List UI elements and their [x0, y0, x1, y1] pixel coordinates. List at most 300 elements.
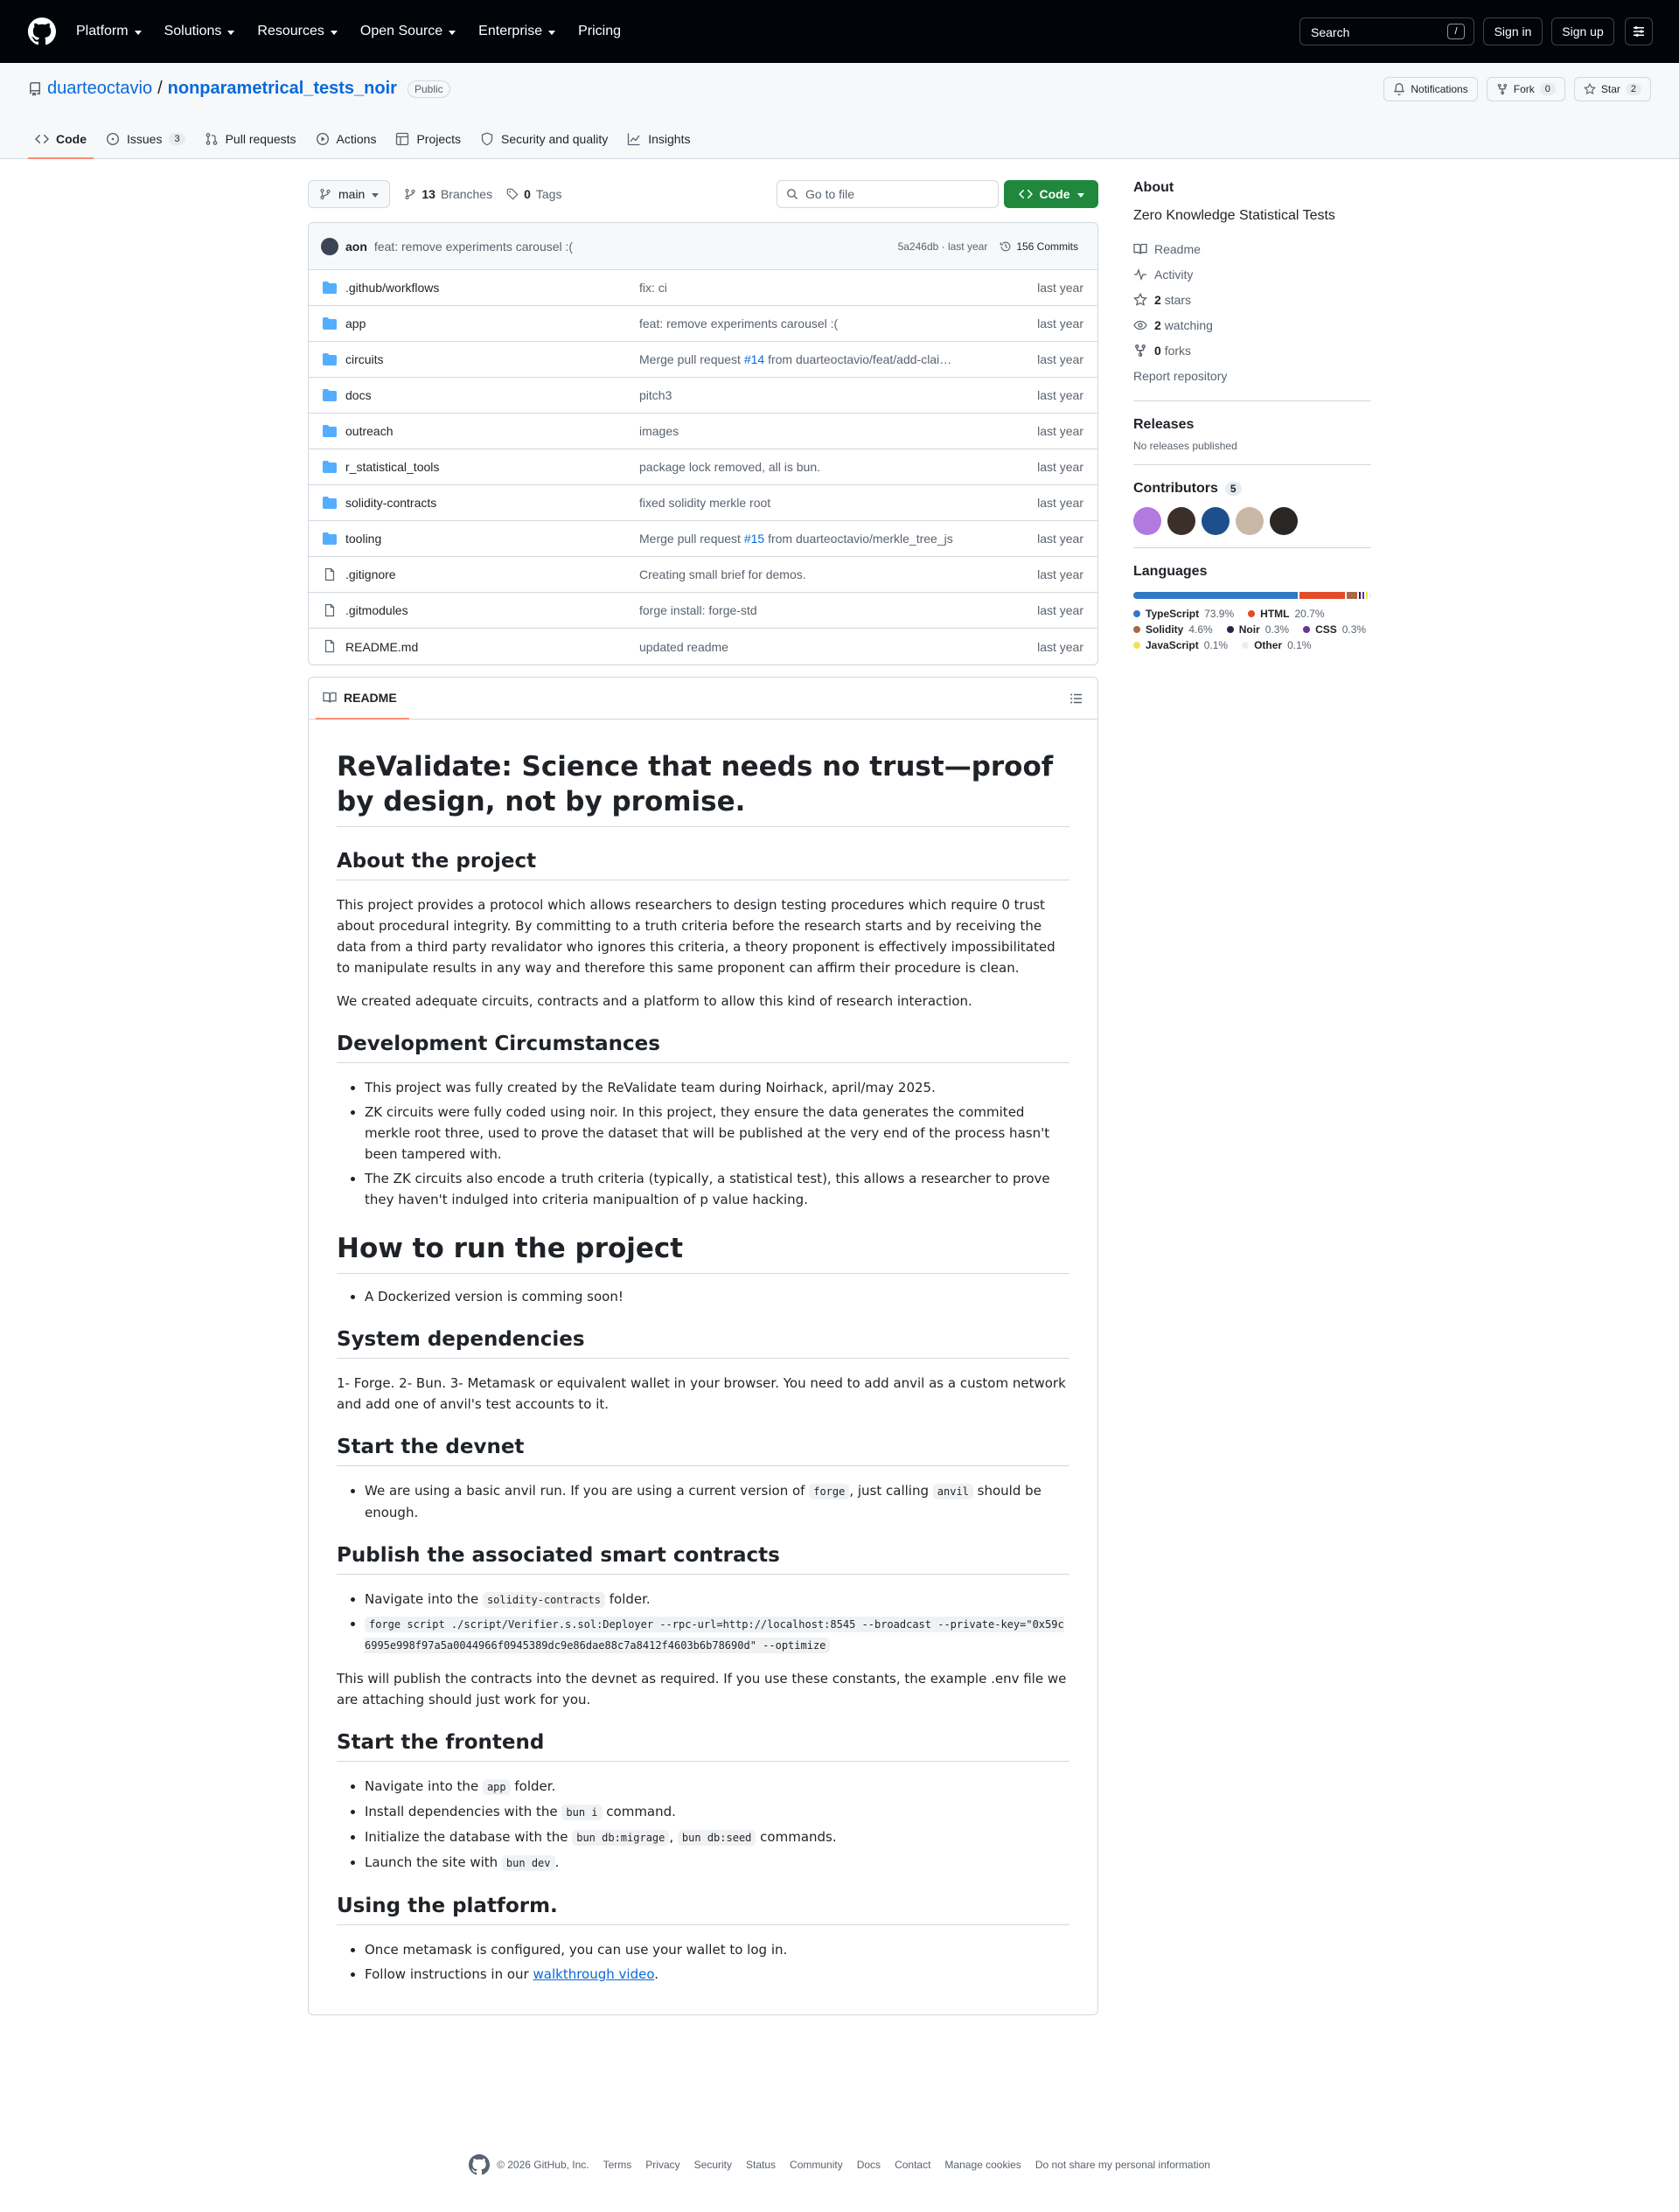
nav-label: Resources — [257, 24, 324, 38]
tab-projects[interactable] — [388, 119, 468, 159]
global-header — [0, 0, 1679, 63]
text: Install dependencies with the — [365, 1804, 562, 1819]
repo-title — [28, 79, 450, 99]
chevron-down-icon — [372, 193, 379, 198]
file-name-link[interactable]: README.md — [345, 639, 419, 654]
file-commit-time: last year — [1037, 639, 1083, 654]
pr-link[interactable]: #14 — [743, 352, 765, 366]
tab-label: Insights — [648, 132, 691, 146]
nav-label: Enterprise — [478, 24, 543, 38]
text: Launch the site with — [365, 1854, 502, 1870]
text: from duarteoctavio/merkle_tree_js — [764, 532, 953, 546]
footer-link-manage-cookies[interactable]: Manage cookies — [944, 2159, 1021, 2171]
heading-devnet: Start the devnet — [337, 1434, 1069, 1466]
language-item[interactable] — [1133, 608, 1234, 620]
heading-using: Using the platform. — [337, 1893, 1069, 1925]
heading-frontend: Start the frontend — [337, 1729, 1069, 1762]
language-bar-segment — [1362, 592, 1364, 599]
folder-icon — [323, 281, 337, 295]
text: , — [669, 1829, 678, 1845]
branches-label: Branches — [440, 187, 493, 201]
nav-solutions[interactable] — [164, 24, 235, 39]
list-item — [365, 1614, 1069, 1656]
nav-label: Open Source — [359, 24, 443, 38]
search-shortcut: / — [1447, 24, 1465, 39]
top-nav — [76, 0, 621, 63]
file-row[interactable] — [309, 414, 1097, 449]
stars-count: 2 — [1154, 292, 1161, 307]
file-name-link[interactable]: circuits — [345, 352, 384, 366]
file-commit-message[interactable] — [639, 281, 980, 295]
text: from duarteoctavio/feat/add-clai… — [764, 352, 952, 366]
repo-name-link[interactable]: nonparametrical_tests_noir — [167, 79, 397, 98]
tab-code[interactable] — [28, 119, 94, 159]
folder-icon — [323, 460, 337, 474]
chevron-down-icon — [449, 31, 456, 35]
code-button-label: Code — [1039, 187, 1070, 201]
tab-issues[interactable] — [99, 119, 192, 159]
nav-platform[interactable] — [76, 24, 142, 39]
heading-run: How to run the project — [337, 1231, 1069, 1274]
language-item[interactable] — [1303, 623, 1366, 636]
commit-message[interactable]: feat: remove experiments carousel :( — [373, 239, 574, 254]
fork-label: Fork — [1513, 83, 1535, 95]
watching-link[interactable] — [1133, 312, 1371, 337]
file-name-link[interactable]: docs — [345, 388, 372, 402]
about-heading: About — [1133, 180, 1174, 195]
file-name-link[interactable]: .github/workflows — [345, 281, 440, 295]
avatar[interactable] — [1236, 507, 1264, 535]
file-row[interactable] — [309, 629, 1097, 664]
list-item — [365, 1964, 1069, 1985]
frontend-list — [337, 1776, 1069, 1874]
text: . — [554, 1854, 560, 1870]
folder-icon — [323, 532, 337, 546]
readme-tab-label: README — [344, 691, 397, 705]
file-row[interactable] — [309, 378, 1097, 414]
code-icon — [35, 132, 49, 146]
file-commit-time: last year — [1037, 424, 1083, 438]
language-item[interactable] — [1133, 639, 1228, 651]
avatar[interactable] — [321, 238, 338, 255]
footer-link-docs[interactable]: Docs — [856, 2159, 881, 2171]
text: fix: ci — [639, 281, 667, 295]
repo-icon — [28, 82, 42, 96]
inline-code: bun dev — [502, 1855, 555, 1871]
pull-request-icon — [205, 132, 219, 146]
star-button[interactable] — [1574, 77, 1651, 101]
repo-owner-link[interactable]: duarteoctavio — [47, 79, 153, 98]
file-row[interactable] — [309, 521, 1097, 557]
chevron-down-icon — [1077, 193, 1084, 198]
nav-open-source[interactable] — [360, 24, 456, 39]
using-list — [337, 1939, 1069, 1985]
text: forge install: forge-std — [639, 603, 757, 617]
nav-pricing[interactable] — [578, 24, 621, 39]
language-bar — [1133, 592, 1371, 599]
languages-heading: Languages — [1133, 564, 1208, 579]
language-name: JavaScript — [1146, 639, 1199, 651]
sign-in-button[interactable]: Sign in — [1483, 17, 1543, 45]
file-commit-time: last year — [1037, 567, 1083, 581]
list-item — [365, 1852, 1069, 1874]
tab-label: Issues — [127, 132, 163, 146]
text: pitch3 — [639, 388, 672, 402]
inline-code: forge script ./script/Verifier.s.sol:Deployer --rpc-url=http://localhost:8545 --broadcast --private-key="0x59c6995e998f97a5a0044966f0945389dc9e86dae88c7a8412f4603b6b78690d" --optimize — [365, 1618, 1064, 1652]
text: fixed solidity merkle root — [639, 496, 771, 510]
file-commit-message[interactable] — [639, 316, 980, 330]
commit-meta — [898, 240, 1078, 253]
star-icon — [1584, 83, 1596, 95]
file-row[interactable] — [309, 485, 1097, 521]
outline-icon[interactable] — [1069, 692, 1083, 706]
text: , just calling — [849, 1483, 933, 1499]
branch-icon — [404, 188, 416, 200]
tab-pull-requests[interactable] — [198, 119, 303, 159]
graph-icon — [627, 132, 641, 146]
text: folder. — [510, 1778, 556, 1794]
language-name: Noir — [1238, 623, 1260, 636]
sign-up-button[interactable]: Sign up — [1551, 17, 1614, 45]
star-icon — [1133, 293, 1147, 307]
language-bar-segment — [1369, 592, 1371, 599]
readme-panel — [308, 677, 1098, 2015]
code-dropdown-button[interactable] — [1004, 180, 1098, 208]
contributors-heading[interactable] — [1133, 481, 1371, 497]
file-commit-message[interactable] — [639, 496, 980, 510]
tab-label: Security and quality — [501, 132, 609, 146]
search-icon — [786, 188, 798, 200]
github-logo-icon — [469, 2154, 490, 2175]
readme-tab[interactable] — [323, 691, 397, 705]
language-bar-segment — [1366, 592, 1368, 599]
language-dot-icon — [1248, 610, 1255, 617]
tab-security[interactable] — [473, 119, 615, 159]
heading-development: Development Circumstances — [337, 1031, 1069, 1063]
report-repository-link[interactable]: Report repository — [1133, 368, 1228, 383]
language-item[interactable] — [1248, 608, 1324, 620]
folder-icon — [323, 388, 337, 402]
inline-code: bun i — [561, 1805, 602, 1820]
language-dot-icon — [1303, 626, 1310, 633]
activity-link[interactable] — [1133, 261, 1371, 287]
fork-count: 0 — [1540, 83, 1556, 95]
footer-link-status[interactable]: Status — [746, 2159, 777, 2171]
branch-icon — [319, 188, 331, 200]
file-row[interactable] — [309, 342, 1097, 378]
text: Creating small brief for demos. — [639, 567, 806, 581]
list-item: • This project was fully created by the ReValidate team during Noirhack, april/may 2025. — [365, 1077, 1069, 1098]
chevron-down-icon — [135, 31, 142, 35]
branches-link[interactable] — [404, 187, 492, 201]
history-icon — [1000, 240, 1012, 253]
paragraph: This will publish the contracts into the devnet as required. If you use these constants, the example .env file we are attaching should just work for you. — [337, 1671, 1067, 1708]
nav-resources[interactable] — [257, 24, 337, 39]
file-name-link[interactable]: solidity-contracts — [345, 496, 437, 510]
forks-link[interactable] — [1133, 337, 1371, 363]
language-name: Other — [1254, 639, 1283, 651]
commits-count: 156 Commits — [1016, 240, 1078, 253]
text: . — [654, 1966, 659, 1982]
list-item — [365, 1776, 1069, 1798]
file-icon — [323, 639, 337, 653]
pr-link[interactable]: #15 — [743, 532, 765, 546]
list-item: • Once metamask is configured, you can use your wallet to log in. — [365, 1939, 1069, 1960]
file-commit-time: last year — [1037, 352, 1083, 366]
file-row[interactable] — [309, 593, 1097, 629]
language-percent: 0.1% — [1287, 639, 1312, 651]
file-name-link[interactable]: tooling — [345, 532, 382, 546]
branch-selector[interactable] — [308, 180, 390, 208]
forks-count: 0 — [1154, 343, 1161, 358]
tags-label: Tags — [535, 187, 562, 201]
divider — [1133, 547, 1371, 548]
language-name: CSS — [1315, 623, 1337, 636]
repo-header — [0, 63, 1679, 159]
book-icon — [323, 691, 337, 705]
inline-code: bun db:seed — [678, 1830, 756, 1846]
footer-link-security[interactable]: Security — [693, 2159, 732, 2171]
language-dot-icon — [1133, 610, 1140, 617]
avatar[interactable] — [1202, 507, 1230, 535]
file-row[interactable] — [309, 306, 1097, 342]
file-commit-message[interactable] — [639, 603, 980, 617]
copyright-text: © 2026 GitHub, Inc. — [497, 2159, 589, 2171]
menu-icon[interactable] — [1625, 17, 1653, 45]
inline-code: solidity-contracts — [483, 1592, 605, 1608]
file-name-link[interactable]: .gitmodules — [345, 603, 408, 617]
avatar[interactable] — [1270, 507, 1298, 535]
tab-label: Pull requests — [225, 132, 296, 146]
file-toolbar — [308, 180, 1098, 208]
file-commit-message[interactable] — [639, 640, 980, 654]
text: package lock removed, all is bun. — [639, 460, 820, 474]
file-icon — [323, 603, 337, 617]
text: Merge pull request — [639, 532, 744, 546]
text: We are using a basic anvil run. If you are using a current version of — [365, 1483, 810, 1499]
paragraph: We created adequate circuits, contracts and a platform to allow this kind of research interaction. — [337, 993, 972, 1009]
eye-icon — [1133, 318, 1147, 332]
language-bar-segment — [1347, 592, 1357, 599]
heading-publish: Publish the associated smart contracts — [337, 1542, 1069, 1575]
file-commit-message[interactable] — [639, 388, 980, 402]
chevron-down-icon — [331, 31, 338, 35]
file-commit-message[interactable] — [639, 424, 980, 438]
tag-icon — [506, 188, 519, 200]
play-icon — [316, 132, 330, 146]
list-item: • A Dockerized version is comming soon! — [365, 1286, 1069, 1307]
folder-icon — [323, 352, 337, 366]
file-commit-message[interactable] — [639, 567, 980, 581]
file-row[interactable] — [309, 449, 1097, 485]
fork-button[interactable] — [1487, 77, 1565, 101]
issue-icon — [106, 132, 120, 146]
list-item — [365, 1826, 1069, 1848]
language-item[interactable] — [1242, 639, 1311, 651]
forks-label: forks — [1164, 343, 1192, 358]
divider — [1133, 464, 1371, 465]
inline-code: anvil — [933, 1484, 973, 1499]
file-commit-message[interactable] — [639, 460, 980, 474]
contributors-count: 5 — [1225, 482, 1242, 496]
text: commands. — [756, 1829, 837, 1845]
paragraph: This project provides a protocol which allows researchers to design testing procedures which require 0 trust about procedural integrity. By committing to a truth criteria before the research starts and by receiving the data from a third party revalidator who ignores this criteria, a theory proponent is effectively impossibilitated to manipulate results in any way and therefore this same proponent can affirm their procedure is clean. — [337, 897, 1055, 976]
file-commit-time: last year — [1037, 603, 1083, 617]
file-name-link[interactable]: outreach — [345, 424, 394, 438]
language-list — [1133, 608, 1371, 651]
branch-name: main — [338, 187, 366, 201]
language-name: TypeScript — [1146, 608, 1200, 620]
github-logo-icon[interactable] — [28, 17, 56, 45]
file-commit-time: last year — [1037, 496, 1083, 510]
language-percent: 0.1% — [1203, 639, 1229, 651]
readme-link-label: Readme — [1154, 241, 1201, 256]
walkthrough-video-link[interactable]: walkthrough video — [533, 1966, 655, 1982]
footer-link-privacy[interactable]: Privacy — [645, 2159, 680, 2171]
language-item[interactable] — [1133, 623, 1213, 636]
repo-description: Zero Knowledge Statistical Tests — [1133, 208, 1335, 223]
footer-link-community[interactable]: Community — [790, 2159, 843, 2171]
star-count: 2 — [1626, 83, 1641, 95]
language-name: Solidity — [1146, 623, 1184, 636]
language-percent: 20.7% — [1294, 608, 1325, 620]
visibility-badge: Public — [408, 80, 450, 98]
footer-link-do-not-share[interactable]: Do not share my personal information — [1035, 2159, 1210, 2171]
avatar[interactable] — [1167, 507, 1195, 535]
text: folder. — [604, 1591, 651, 1607]
footer-copyright — [469, 2154, 589, 2175]
path-separator: / — [157, 79, 163, 98]
avatar[interactable] — [1133, 507, 1161, 535]
language-dot-icon — [1133, 626, 1140, 633]
file-commit-time: last year — [1037, 281, 1083, 295]
language-dot-icon — [1133, 642, 1140, 649]
notifications-label: Notifications — [1411, 83, 1468, 95]
tags-count: 0 — [524, 187, 531, 201]
inline-code: forge — [809, 1484, 849, 1499]
text: Merge pull request — [639, 352, 744, 366]
file-commit-message[interactable] — [639, 532, 980, 546]
main-content — [308, 180, 1098, 1982]
text: Initialize the database with the — [365, 1829, 573, 1845]
file-name-link[interactable]: .gitignore — [345, 567, 396, 581]
activity-label: Activity — [1154, 267, 1194, 282]
language-bar-segment — [1133, 592, 1298, 599]
readme-title: ReValidate: Science that needs no trust—proof by design, not by promise. — [337, 749, 1069, 827]
file-name-link[interactable]: app — [345, 316, 366, 330]
list-item — [365, 1480, 1069, 1523]
tab-label: Actions — [336, 132, 377, 146]
file-name-link[interactable]: r_statistical_tools — [345, 460, 440, 474]
heading-about: About the project — [337, 848, 1069, 880]
file-commit-time: last year — [1037, 316, 1083, 330]
readme-header — [309, 678, 1097, 720]
watching-label: watching — [1164, 317, 1213, 332]
issues-count: 3 — [169, 133, 185, 145]
nav-enterprise[interactable] — [478, 24, 555, 39]
go-to-file-placeholder: Go to file — [805, 187, 855, 201]
go-to-file-input[interactable] — [777, 180, 999, 208]
contributor-avatars — [1133, 507, 1371, 535]
inline-code: bun db:migrage — [572, 1830, 669, 1846]
footer-link-terms[interactable]: Terms — [603, 2159, 632, 2171]
fork-icon — [1133, 344, 1147, 358]
divider — [1133, 400, 1371, 401]
commits-history-link[interactable] — [1000, 240, 1078, 253]
stars-label: stars — [1164, 292, 1192, 307]
file-list — [309, 270, 1097, 664]
folder-icon — [323, 496, 337, 510]
file-row[interactable] — [309, 557, 1097, 593]
paragraph: 1- Forge. 2- Bun. 3- Metamask or equivalent wallet in your browser. You need to add anvil as a custom network and add one of anvil's test accounts to it. — [337, 1375, 1066, 1412]
nav-label: Pricing — [578, 24, 621, 38]
language-name: HTML — [1260, 608, 1290, 620]
tags-link[interactable] — [506, 187, 561, 201]
text: updated readme — [639, 639, 728, 654]
list-item: • The ZK circuits also encode a truth criteria (typically, a statistical test), this allows a researcher to prove they haven't indulged into criteria manipualtion of p value hacking. — [365, 1168, 1069, 1210]
list-item — [365, 1589, 1069, 1610]
text: command. — [602, 1804, 676, 1819]
file-commit-message[interactable] — [639, 352, 980, 366]
text: Follow instructions in our — [365, 1966, 533, 1982]
commit-author[interactable]: aon — [345, 239, 367, 254]
tab-insights[interactable] — [620, 119, 697, 159]
repo-tabs — [28, 119, 697, 159]
search-input[interactable] — [1299, 17, 1474, 45]
language-percent: 73.9% — [1204, 608, 1235, 620]
file-commit-time: last year — [1037, 460, 1083, 474]
heading-system-deps: System dependencies — [337, 1326, 1069, 1359]
file-row[interactable] — [309, 270, 1097, 306]
text: images — [639, 424, 679, 438]
releases-heading[interactable]: Releases — [1133, 417, 1195, 432]
text: Navigate into the — [365, 1778, 483, 1794]
bell-icon — [1393, 83, 1405, 95]
contributors-label: Contributors — [1133, 481, 1218, 496]
run-list — [337, 1286, 1069, 1307]
commit-hash[interactable]: 5a246db · last year — [897, 240, 988, 253]
pulse-icon — [1133, 268, 1147, 282]
chevron-down-icon — [548, 31, 555, 35]
list-item — [365, 1801, 1069, 1823]
inline-code: app — [483, 1779, 511, 1795]
folder-icon — [323, 424, 337, 438]
file-browser — [308, 222, 1098, 665]
footer-link-contact[interactable]: Contact — [895, 2159, 931, 2171]
file-commit-time: last year — [1037, 388, 1083, 402]
latest-commit — [309, 223, 1097, 270]
fork-icon — [1496, 83, 1508, 95]
tab-label: Projects — [416, 132, 462, 146]
language-percent: 4.6% — [1188, 623, 1213, 636]
code-icon — [1019, 187, 1033, 201]
readme-link[interactable] — [1133, 236, 1371, 261]
tab-actions[interactable] — [309, 119, 384, 159]
folder-icon — [323, 316, 337, 330]
publish-list — [337, 1589, 1069, 1656]
star-label: Star — [1600, 83, 1620, 95]
shield-icon — [480, 132, 494, 146]
book-icon — [1133, 242, 1147, 256]
language-item[interactable] — [1227, 623, 1289, 636]
text: should be enough. — [365, 1483, 1042, 1520]
file-icon — [323, 567, 337, 581]
stars-link[interactable] — [1133, 287, 1371, 312]
list-item: • ZK circuits were fully coded using noir. In this project, they ensure the data generates the commited merkle root three, used to prove the dataset that will be published at the very end of the process hasn't been tampered with. — [365, 1102, 1069, 1165]
development-list — [337, 1077, 1069, 1210]
repo-actions — [1383, 77, 1651, 101]
notifications-button[interactable] — [1383, 77, 1477, 101]
